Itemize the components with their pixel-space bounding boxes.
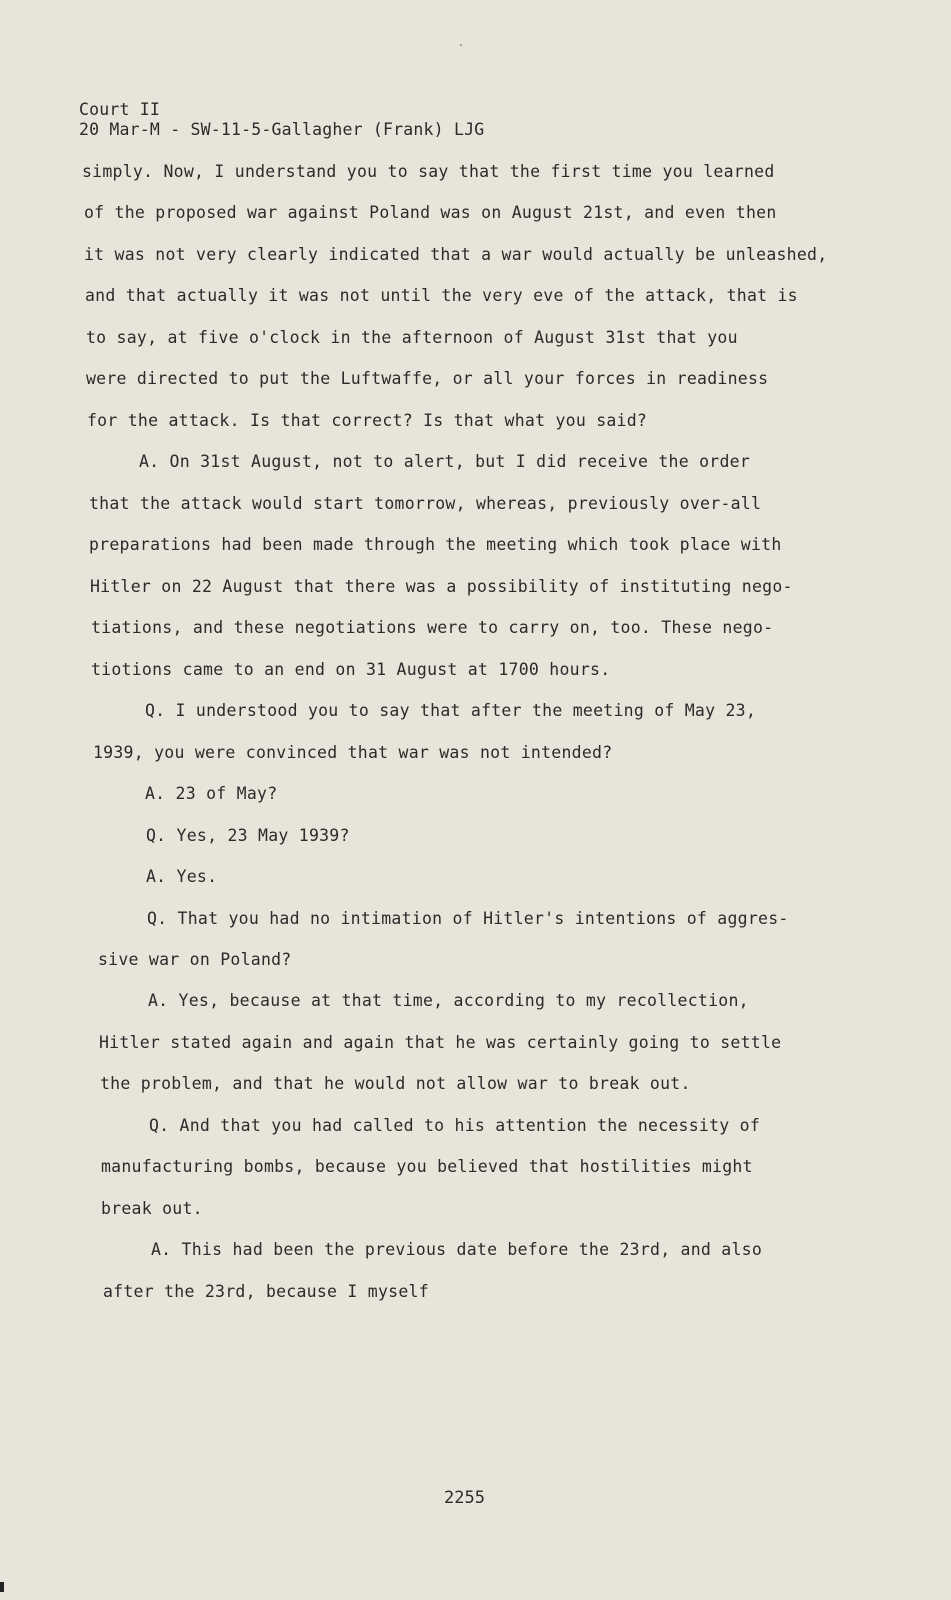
page-number: 2255 [444, 1488, 485, 1508]
transcript-line: were directed to put the Luftwaffe, or all your forces in readiness [86, 369, 769, 388]
answer-line: A. Yes. [146, 867, 218, 886]
question-line: Q. Yes, 23 May 1939? [146, 826, 350, 845]
edge-mark [0, 1582, 4, 1592]
court-label: Court II [79, 100, 161, 119]
transcript-line: that the attack would start tomorrow, whereas, previously over-all [89, 494, 762, 513]
transcript-line: and that actually it was not until the very eve of the attack, that is [85, 286, 798, 305]
transcript-line: tiations, and these negotiations were to carry on, too. These nego- [91, 618, 774, 637]
paper-speck [460, 44, 462, 46]
transcript-line: preparations had been made through the meeting which took place with [89, 535, 782, 554]
transcript-line: Hitler on 22 August that there was a possibility of instituting nego- [90, 577, 793, 596]
transcript-line: 1939, you were convinced that war was not intended? [93, 743, 613, 762]
question-line: Q. That you had no intimation of Hitler's intentions of aggres- [147, 909, 789, 928]
answer-line: A. On 31st August, not to alert, but I did receive the order [139, 452, 751, 471]
question-line: Q. I understood you to say that after the meeting of May 23, [145, 701, 757, 720]
transcript-line: for the attack. Is that correct? Is that what you said? [87, 411, 648, 430]
question-line: Q. And that you had called to his attention the necessity of [149, 1116, 761, 1135]
transcript-line: of the proposed war against Poland was on August 21st, and even then [84, 203, 777, 222]
transcript-line: the problem, and that he would not allow war to break out. [100, 1074, 691, 1093]
document-header [79, 100, 484, 140]
transcript-line: sive war on Poland? [98, 950, 292, 969]
transcript-line: break out. [101, 1199, 203, 1218]
transcript-line: after the 23rd, because I myself [103, 1282, 429, 1301]
transcript-line: tiotions came to an end on 31 August at 1700 hours. [91, 660, 611, 679]
reference-line: 20 Mar-M - SW-11-5-Gallagher (Frank) LJG [79, 120, 485, 139]
answer-line: A. 23 of May? [145, 784, 278, 803]
transcript-line: to say, at five o'clock in the afternoon of August 31st that you [86, 328, 738, 347]
transcript-line: Hitler stated again and again that he was certainly going to settle [99, 1033, 782, 1052]
transcript-line: manufacturing bombs, because you believed that hostilities might [101, 1157, 753, 1176]
transcript-line: it was not very clearly indicated that a war would actually be unleashed, [84, 245, 828, 264]
transcript-line: simply. Now, I understand you to say that the first time you learned [82, 162, 775, 181]
answer-line: A. This had been the previous date before the 23rd, and also [151, 1240, 763, 1259]
answer-line: A. Yes, because at that time, according to my recollection, [148, 991, 749, 1010]
